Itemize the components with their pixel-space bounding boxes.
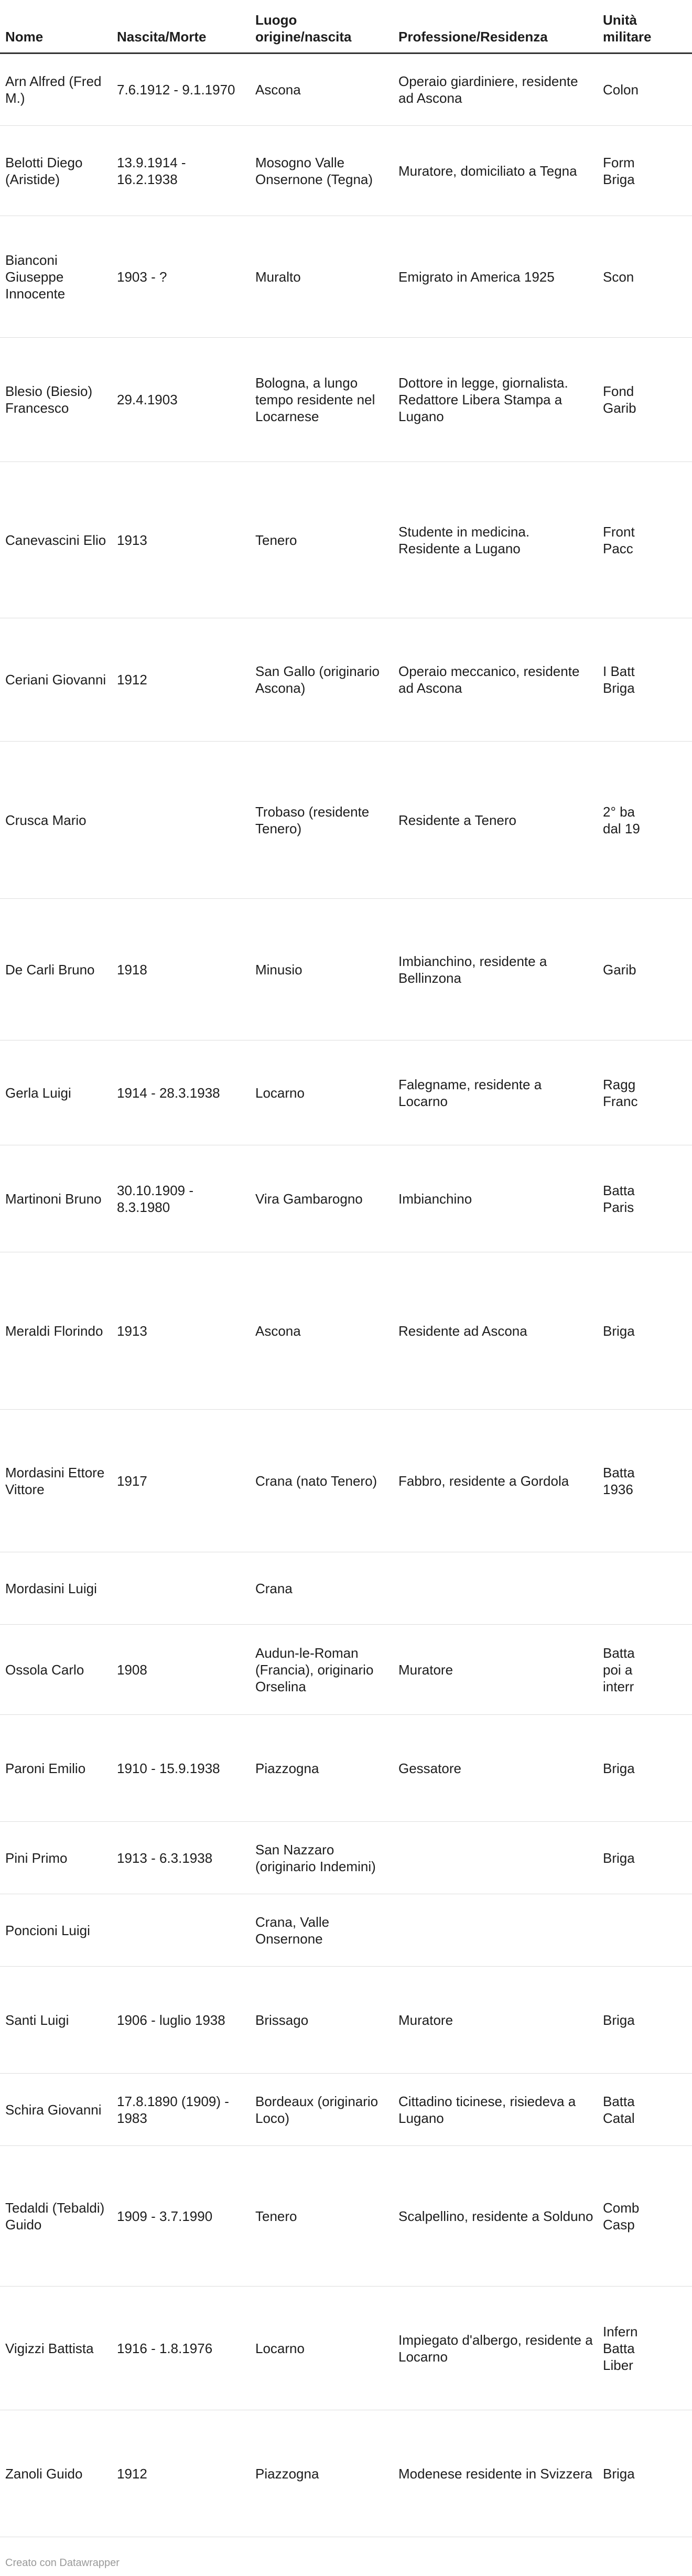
cell-luogo: Locarno [250,1040,393,1145]
cell-professione: Muratore [393,1625,598,1715]
table-row [0,899,692,1040]
cell-unita [598,1552,692,1625]
cell-unita [598,1894,692,1967]
cell-nome: Paroni Emilio [0,1715,112,1822]
cell-luogo: Crana [250,1552,393,1625]
cell-nome: Mordasini Ettore Vittore [0,1410,112,1552]
cell-unita: Briga [598,2410,692,2537]
cell-nome: Ossola Carlo [0,1625,112,1715]
cell-nascita-morte: 17.8.1890 (1909) - 1983 [112,2074,250,2146]
cell-unita: Briga [598,1715,692,1822]
cell-nascita-morte: 1903 - ? [112,216,250,338]
cell-unita: Batta Catal [598,2074,692,2146]
cell-luogo: San Nazzaro (originario Indemini) [250,1822,393,1894]
cell-luogo: Trobaso (residente Tenero) [250,742,393,899]
cell-nome: Arn Alfred (Fred M.) [0,53,112,126]
cell-nome: Ceriani Giovanni [0,618,112,742]
cell-nascita-morte [112,1894,250,1967]
header-professione[interactable]: Professione/Residenza [393,0,598,53]
table-row [0,1552,692,1625]
cell-nome: Gerla Luigi [0,1040,112,1145]
cell-nome: Zanoli Guido [0,2410,112,2537]
cell-unita: 2° ba dal 19 [598,742,692,899]
cell-professione: Falegname, residente a Locarno [393,1040,598,1145]
cell-nascita-morte: 1908 [112,1625,250,1715]
cell-unita: Batta poi a interr [598,1625,692,1715]
cell-luogo: Muralto [250,216,393,338]
cell-nascita-morte: 1916 - 1.8.1976 [112,2287,250,2410]
table-row [0,2074,692,2146]
table-row [0,1252,692,1410]
cell-professione: Cittadino ticinese, risiedeva a Lugano [393,2074,598,2146]
table-body [0,53,692,2537]
cell-unita: Comb Casp [598,2146,692,2287]
table-row [0,338,692,462]
cell-nome: Bianconi Giuseppe Innocente [0,216,112,338]
cell-professione: Impiegato d'albergo, residente a Locarno [393,2287,598,2410]
table-row [0,1145,692,1252]
cell-unita: Fond Garib [598,338,692,462]
cell-unita: Form Briga [598,126,692,216]
cell-luogo: Audun-le-Roman (Francia), originario Orselina [250,1625,393,1715]
table-row [0,1967,692,2074]
cell-nascita-morte [112,742,250,899]
header-unita[interactable]: Unità militare [598,0,692,53]
cell-nascita-morte: 1909 - 3.7.1990 [112,2146,250,2287]
table-row [0,1715,692,1822]
cell-professione: Studente in medicina. Residente a Lugano [393,462,598,618]
cell-professione: Scalpellino, residente a Solduno [393,2146,598,2287]
cell-professione: Residente a Tenero [393,742,598,899]
table-row [0,742,692,899]
cell-nascita-morte: 1912 [112,2410,250,2537]
cell-nascita-morte: 1913 [112,1252,250,1410]
cell-professione [393,1552,598,1625]
cell-luogo: Piazzogna [250,1715,393,1822]
cell-unita: Front Pacc [598,462,692,618]
cell-nome: Belotti Diego (Aristide) [0,126,112,216]
table-header [0,0,692,53]
cell-professione: Imbianchino, residente a Bellinzona [393,899,598,1040]
cell-luogo: Piazzogna [250,2410,393,2537]
cell-nascita-morte: 1914 - 28.3.1938 [112,1040,250,1145]
cell-unita: Batta 1936 [598,1410,692,1552]
cell-luogo: Crana (nato Tenero) [250,1410,393,1552]
table-row [0,2410,692,2537]
table-row [0,1625,692,1715]
cell-nascita-morte: 1913 [112,462,250,618]
header-nome[interactable]: Nome [0,0,112,53]
cell-nascita-morte: 1918 [112,899,250,1040]
cell-unita: Scon [598,216,692,338]
cell-luogo: Brissago [250,1967,393,2074]
cell-nascita-morte [112,1552,250,1625]
cell-luogo: Vira Gambarogno [250,1145,393,1252]
cell-luogo: Locarno [250,2287,393,2410]
cell-professione [393,1894,598,1967]
table-row [0,126,692,216]
cell-unita: Briga [598,1967,692,2074]
cell-nascita-morte: 29.4.1903 [112,338,250,462]
table-row [0,1410,692,1552]
cell-luogo: Minusio [250,899,393,1040]
cell-nome: Mordasini Luigi [0,1552,112,1625]
cell-nome: Martinoni Bruno [0,1145,112,1252]
cell-unita: Batta Paris [598,1145,692,1252]
cell-nome: Poncioni Luigi [0,1894,112,1967]
table-row [0,1822,692,1894]
cell-nome: Pini Primo [0,1822,112,1894]
cell-professione: Residente ad Ascona [393,1252,598,1410]
table-row [0,462,692,618]
cell-professione: Fabbro, residente a Gordola [393,1410,598,1552]
cell-nascita-morte: 7.6.1912 - 9.1.1970 [112,53,250,126]
cell-nascita-morte: 1912 [112,618,250,742]
cell-nascita-morte: 1906 - luglio 1938 [112,1967,250,2074]
cell-unita: Briga [598,1822,692,1894]
cell-unita: Garib [598,899,692,1040]
cell-nome: Tedaldi (Tebaldi) Guido [0,2146,112,2287]
cell-professione: Modenese residente in Svizzera [393,2410,598,2537]
cell-nome: Crusca Mario [0,742,112,899]
datawrapper-credit[interactable]: Creato con Datawrapper [5,2557,120,2569]
table-row [0,1040,692,1145]
table-row [0,618,692,742]
cell-nome: Canevascini Elio [0,462,112,618]
table-row [0,216,692,338]
cell-luogo: Mosogno Valle Onsernone (Tegna) [250,126,393,216]
cell-nome: Blesio (Biesio) Francesco [0,338,112,462]
header-luogo[interactable]: Luogo origine/nascita [250,0,393,53]
cell-unita: Colon [598,53,692,126]
cell-nome: De Carli Bruno [0,899,112,1040]
cell-nome: Santi Luigi [0,1967,112,2074]
cell-professione: Emigrato in America 1925 [393,216,598,338]
cell-nascita-morte: 1910 - 15.9.1938 [112,1715,250,1822]
header-row [0,0,692,53]
header-nascita-morte[interactable]: Nascita/Morte [112,0,250,53]
cell-luogo: Ascona [250,53,393,126]
cell-professione: Muratore, domiciliato a Tegna [393,126,598,216]
cell-professione: Operaio giardiniere, residente ad Ascona [393,53,598,126]
cell-professione: Imbianchino [393,1145,598,1252]
cell-luogo: Tenero [250,462,393,618]
cell-unita: Ragg Franc [598,1040,692,1145]
cell-luogo: Crana, Valle Onsernone [250,1894,393,1967]
cell-luogo: Tenero [250,2146,393,2287]
cell-professione [393,1822,598,1894]
cell-luogo: Ascona [250,1252,393,1410]
cell-professione: Dottore in legge, giornalista. Redattore Libera Stampa a Lugano [393,338,598,462]
cell-nome: Schira Giovanni [0,2074,112,2146]
table-row [0,2146,692,2287]
table-row [0,53,692,126]
cell-professione: Operaio meccanico, residente ad Ascona [393,618,598,742]
cell-unita: Briga [598,1252,692,1410]
cell-nascita-morte: 30.10.1909 - 8.3.1980 [112,1145,250,1252]
cell-luogo: San Gallo (originario Ascona) [250,618,393,742]
cell-unita: I Batt Briga [598,618,692,742]
cell-nascita-morte: 13.9.1914 - 16.2.1938 [112,126,250,216]
cell-nome: Meraldi Florindo [0,1252,112,1410]
cell-nascita-morte: 1917 [112,1410,250,1552]
table-row [0,1894,692,1967]
cell-nascita-morte: 1913 - 6.3.1938 [112,1822,250,1894]
table-row [0,2287,692,2410]
cell-luogo: Bologna, a lungo tempo residente nel Locarnese [250,338,393,462]
cell-professione: Gessatore [393,1715,598,1822]
cell-unita: Infern Batta Liber [598,2287,692,2410]
cell-luogo: Bordeaux (originario Loco) [250,2074,393,2146]
cell-professione: Muratore [393,1967,598,2074]
cell-nome: Vigizzi Battista [0,2287,112,2410]
